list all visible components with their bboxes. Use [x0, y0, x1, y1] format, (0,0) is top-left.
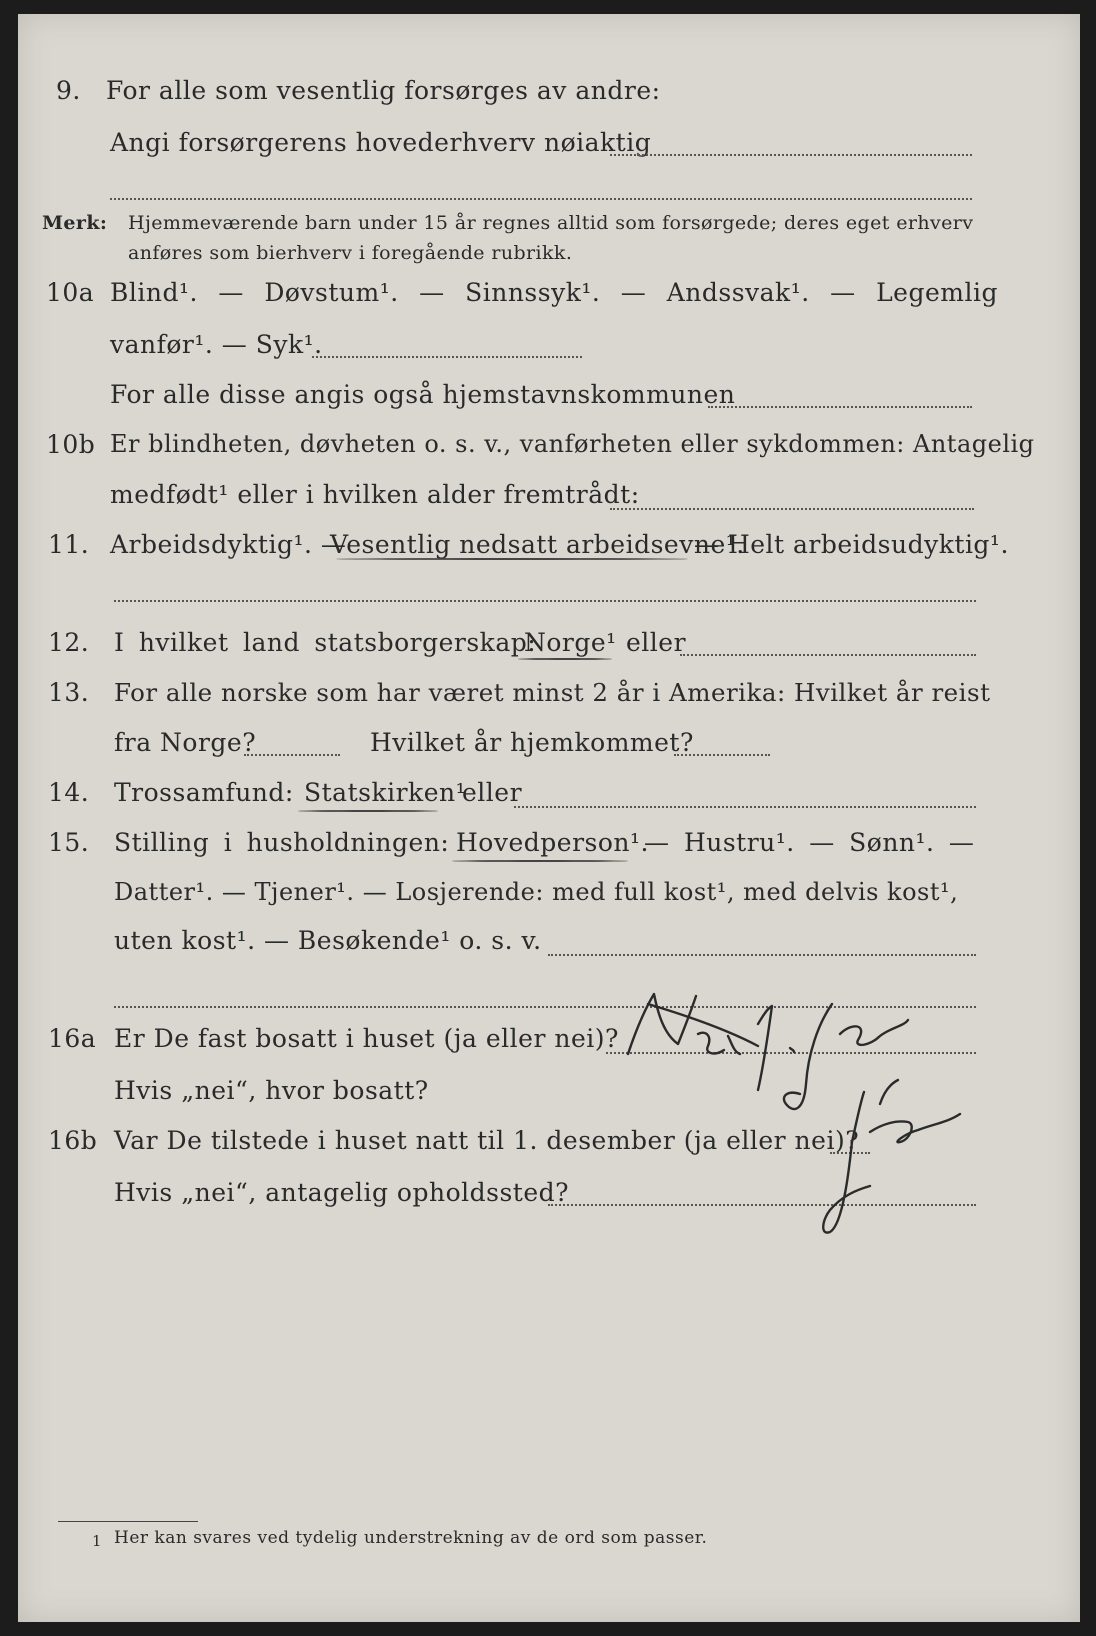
footnote-marker: 1 — [92, 1532, 103, 1550]
q10a-answer-line[interactable] — [312, 356, 582, 358]
q15-option-head-person[interactable]: Hovedperson¹. — [456, 828, 649, 857]
q13-departure-label: fra Norge? — [114, 728, 257, 757]
q16a-question: Er De fast bosatt i huset (ja eller nei)? — [114, 1024, 619, 1053]
q12-question: I hvilket land statsborgerskap: — [114, 628, 537, 657]
q13-return-line[interactable] — [674, 754, 770, 756]
q13-departure-line[interactable] — [244, 754, 340, 756]
q14-number: 14. — [48, 778, 90, 807]
q15-line3[interactable]: uten kost¹. — Besøkende¹ o. s. v. — [114, 926, 542, 955]
q12-or-label: eller — [626, 628, 687, 657]
q14-or-label: eller — [462, 778, 523, 807]
q12-handwritten-underline — [518, 658, 612, 660]
q15-question: Stilling i husholdningen: — [114, 828, 450, 857]
q15-number: 15. — [48, 828, 90, 857]
q15-answer-line[interactable] — [548, 954, 976, 956]
q13-return-label: Hvilket år hjemkommet? — [370, 728, 694, 757]
q15-line2[interactable]: Datter¹. — Tjener¹. — Losjerende: med full kost¹, med delvis kost¹, — [114, 878, 959, 906]
q10a-number: 10a — [46, 278, 95, 307]
merk-label: Merk: — [42, 212, 108, 234]
merk-note-line1: Hjemmeværende barn under 15 år regnes alltid som forsørgede; deres eget erhverv — [128, 212, 974, 234]
q11-handwritten-underline — [336, 558, 688, 560]
q15-other-options[interactable]: — Hustru¹. — Sønn¹. — — [644, 828, 975, 857]
q15-handwritten-underline — [452, 860, 628, 862]
q9-number: 9. — [56, 76, 81, 105]
q12-answer-line[interactable] — [680, 654, 976, 656]
footnote-text: Her kan svares ved tydelig understrekning av de ord som passer. — [114, 1528, 708, 1548]
q11-answer-line[interactable] — [114, 600, 976, 602]
handwritten-answers — [608, 964, 988, 1254]
q16b-number: 16b — [48, 1126, 98, 1155]
q10a-line2: vanfør¹. — Syk¹. — [110, 330, 323, 359]
q13-line1: For alle norske som har været minst 2 år i Amerika: Hvilket år reist — [114, 678, 991, 707]
q10a-municipality-line[interactable] — [708, 406, 972, 408]
census-form-page — [18, 14, 1080, 1622]
q12-number: 12. — [48, 628, 90, 657]
q10b-line2: medfødt¹ eller i hvilken alder fremtrådt: — [110, 480, 640, 509]
footnote-rule — [58, 1521, 198, 1522]
merk-note-line2: anføres som bierhverv i foregående rubrikk. — [128, 242, 573, 264]
q11-option-incapable[interactable]: — Helt arbeidsudyktig¹. — [694, 530, 1009, 559]
q10a-line1: Blind¹. — Døvstum¹. — Sinnssyk¹. — Andssvak¹. — Legemlig — [110, 278, 998, 307]
q11-number: 11. — [48, 530, 90, 559]
q10b-line1: Er blindheten, døvheten o. s. v., vanførheten eller sykdommen: Antagelig — [110, 430, 1035, 458]
q9-answer-line[interactable] — [610, 154, 972, 156]
q14-handwritten-underline — [298, 810, 438, 812]
q14-option-state-church[interactable]: Statskirken¹ — [304, 778, 467, 807]
q16b-question: Var De tilstede i huset natt til 1. desember (ja eller nei)? — [114, 1126, 860, 1155]
q14-question: Trossamfund: — [114, 778, 294, 807]
q14-answer-line[interactable] — [514, 806, 976, 808]
q9-answer-line-2[interactable] — [110, 198, 972, 200]
q13-number: 13. — [48, 678, 90, 707]
q12-option-norway[interactable]: Norge¹ — [524, 628, 617, 657]
q16a-where-label: Hvis „nei“, hvor bosatt? — [114, 1076, 429, 1105]
q16a-number: 16a — [48, 1024, 97, 1053]
q10b-number: 10b — [46, 430, 96, 459]
q10a-line3: For alle disse angis også hjemstavnskommunen — [110, 380, 736, 409]
q11-option-work-capable[interactable]: Arbeidsdyktig¹. — — [110, 530, 347, 559]
q10b-answer-line[interactable] — [610, 508, 974, 510]
q9-question: For alle som vesentlig forsørges av andre: — [106, 76, 661, 105]
q11-option-reduced-capacity[interactable]: Vesentlig nedsatt arbeidsevne¹. — [330, 530, 745, 559]
q16b-location-label: Hvis „nei“, antagelig opholdssted? — [114, 1178, 570, 1207]
q9-provider-occupation-label: Angi forsørgerens hovederhverv nøiaktig — [110, 128, 652, 157]
